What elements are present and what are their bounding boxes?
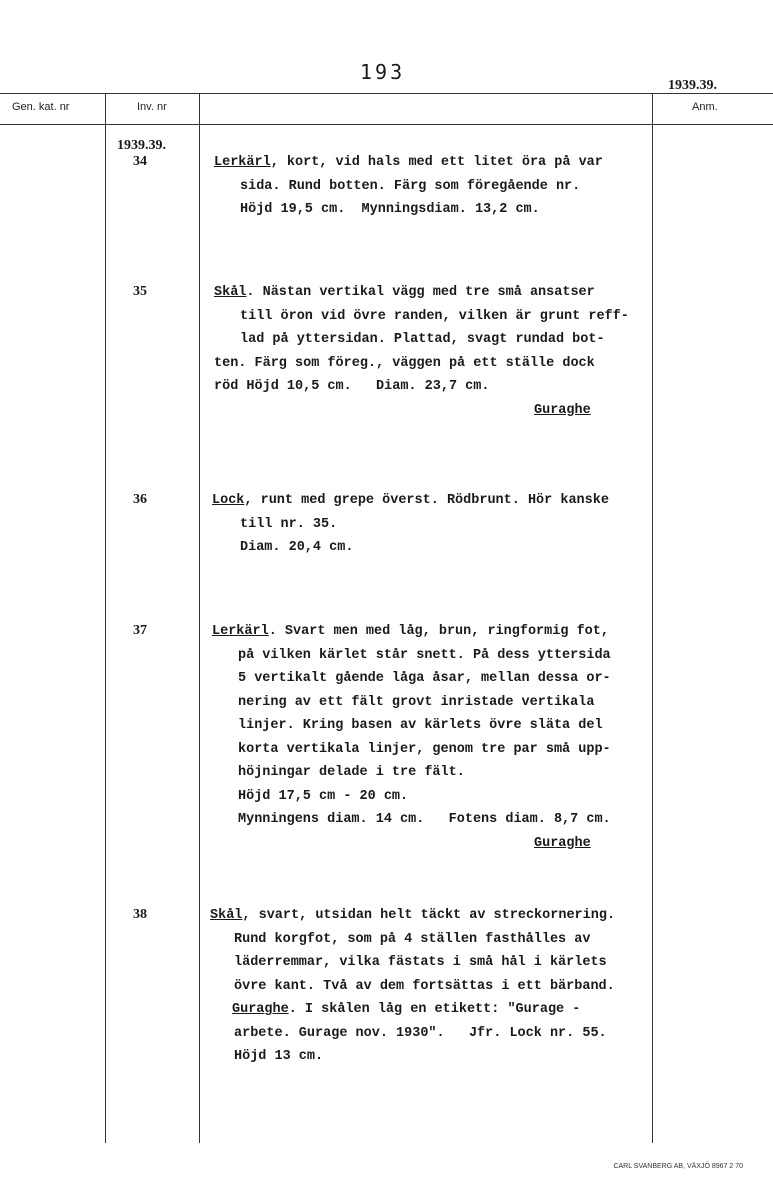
line-text: läderremmar, vilka fästats i små hål i kärlets [234,955,607,970]
line-text: Mynningens diam. 14 cm. Fotens diam. 8,7 cm. [238,812,611,827]
column-header-inv: Inv. nr [137,101,167,113]
line-text: . I skålen låg en etikett: "Gurage - [288,1002,581,1017]
description-line [240,332,605,348]
line-text: övre kant. Två av dem fortsättas i ett bärband. [234,978,615,994]
description-line [240,540,353,556]
line-text: 5 vertikalt gående låga åsar, mellan dessa or- [238,671,611,686]
inv-number: 35 [133,284,147,299]
description-line [238,718,603,734]
description-line [240,179,580,195]
line-text: , svart, utsidan helt täckt av streckornering. [242,908,616,923]
column-header-gen-kat: Gen. kat. nr [12,101,70,113]
column-divider-2 [199,93,200,1143]
inv-number: 36 [133,492,147,507]
column-header-anm: Anm. [692,101,718,113]
description-line [238,789,408,805]
description-line [240,202,540,218]
underlined-term: Lerkärl [212,624,269,639]
column-divider-3 [652,93,653,1143]
description-line [234,932,590,948]
line-text: . Nästan vertikal vägg med tre små ansatser [246,285,595,300]
header-top-rule [0,93,773,94]
line-text: höjningar delade i tre fält. [238,765,465,780]
description-line [214,379,489,395]
description-line [212,624,609,640]
line-text: Höjd 19,5 cm. Mynningsdiam. 13,2 cm. [240,202,540,217]
description-line [210,908,615,924]
line-text: nering av ett fält grovt inristade vertikala [238,694,595,710]
series-label: 1939.39. [117,138,166,153]
line-text: Rund korgfot, som på 4 ställen fasthålles av [234,931,591,947]
line-text: sida. Rund botten. Färg som föregående nr. [240,178,581,194]
line-text: , runt med grepe överst. Rödbrunt. Hör kanske [244,493,609,508]
underlined-term: Skål [214,285,247,300]
description-line [212,493,609,509]
description-line [232,1002,580,1018]
underlined-term: Lock [212,493,245,508]
description-line [214,356,595,372]
description-line [234,979,615,995]
underlined-term: Lerkärl [214,155,271,170]
underlined-term: Guraghe [232,1002,289,1017]
printer-footer: CARL SVANBERG AB, VÄXJÖ 8967 2 70 [613,1163,743,1170]
line-text: arbete. Gurage nov. 1930". Jfr. Lock nr. 55. [234,1025,607,1041]
column-divider-1 [105,93,106,1143]
description-line [534,403,591,419]
description-line [238,648,611,664]
line-text: Höjd 17,5 cm - 20 cm. [238,788,409,804]
line-text: till öron vid övre randen, vilken är grunt reff- [240,308,629,324]
underlined-term: Guraghe [534,835,591,851]
line-text: på vilken kärlet står snett. På dess yttersida [238,647,611,663]
description-line [238,742,611,758]
underlined-term: Skål [210,908,243,923]
line-text: linjer. Kring basen av kärlets övre släta del [238,718,603,733]
description-line [240,309,629,325]
top-reference: 1939.39. [668,78,717,93]
page-number: 193 [360,60,406,84]
inv-number: 38 [133,907,147,922]
line-text: lad på yttersidan. Plattad, svagt rundad bot- [240,332,605,347]
description-line [234,1026,607,1042]
line-text: röd Höjd 10,5 cm. Diam. 23,7 cm. [214,379,490,394]
description-line [238,765,465,781]
line-text: till nr. 35. [240,516,338,532]
header-bottom-rule [0,124,773,125]
line-text: Diam. 20,4 cm. [240,540,354,555]
description-line [238,671,611,687]
line-text: . Svart men med låg, brun, ringformig fot, [268,624,609,639]
description-line [234,1049,323,1065]
description-line [240,517,337,533]
line-text: ten. Färg som föreg., väggen på ett ställe dock [214,355,595,371]
description-line [214,155,603,171]
description-line [238,695,594,711]
description-line [214,285,595,301]
line-text: Höjd 13 cm. [234,1049,324,1064]
description-line [234,955,607,971]
line-text: , kort, vid hals med ett litet öra på var [270,155,603,170]
inv-number: 37 [133,623,147,638]
line-text: korta vertikala linjer, genom tre par små upp- [238,741,611,757]
description-line [534,836,591,852]
description-line [238,812,611,828]
underlined-term: Guraghe [534,402,591,418]
inv-number: 34 [133,154,147,169]
